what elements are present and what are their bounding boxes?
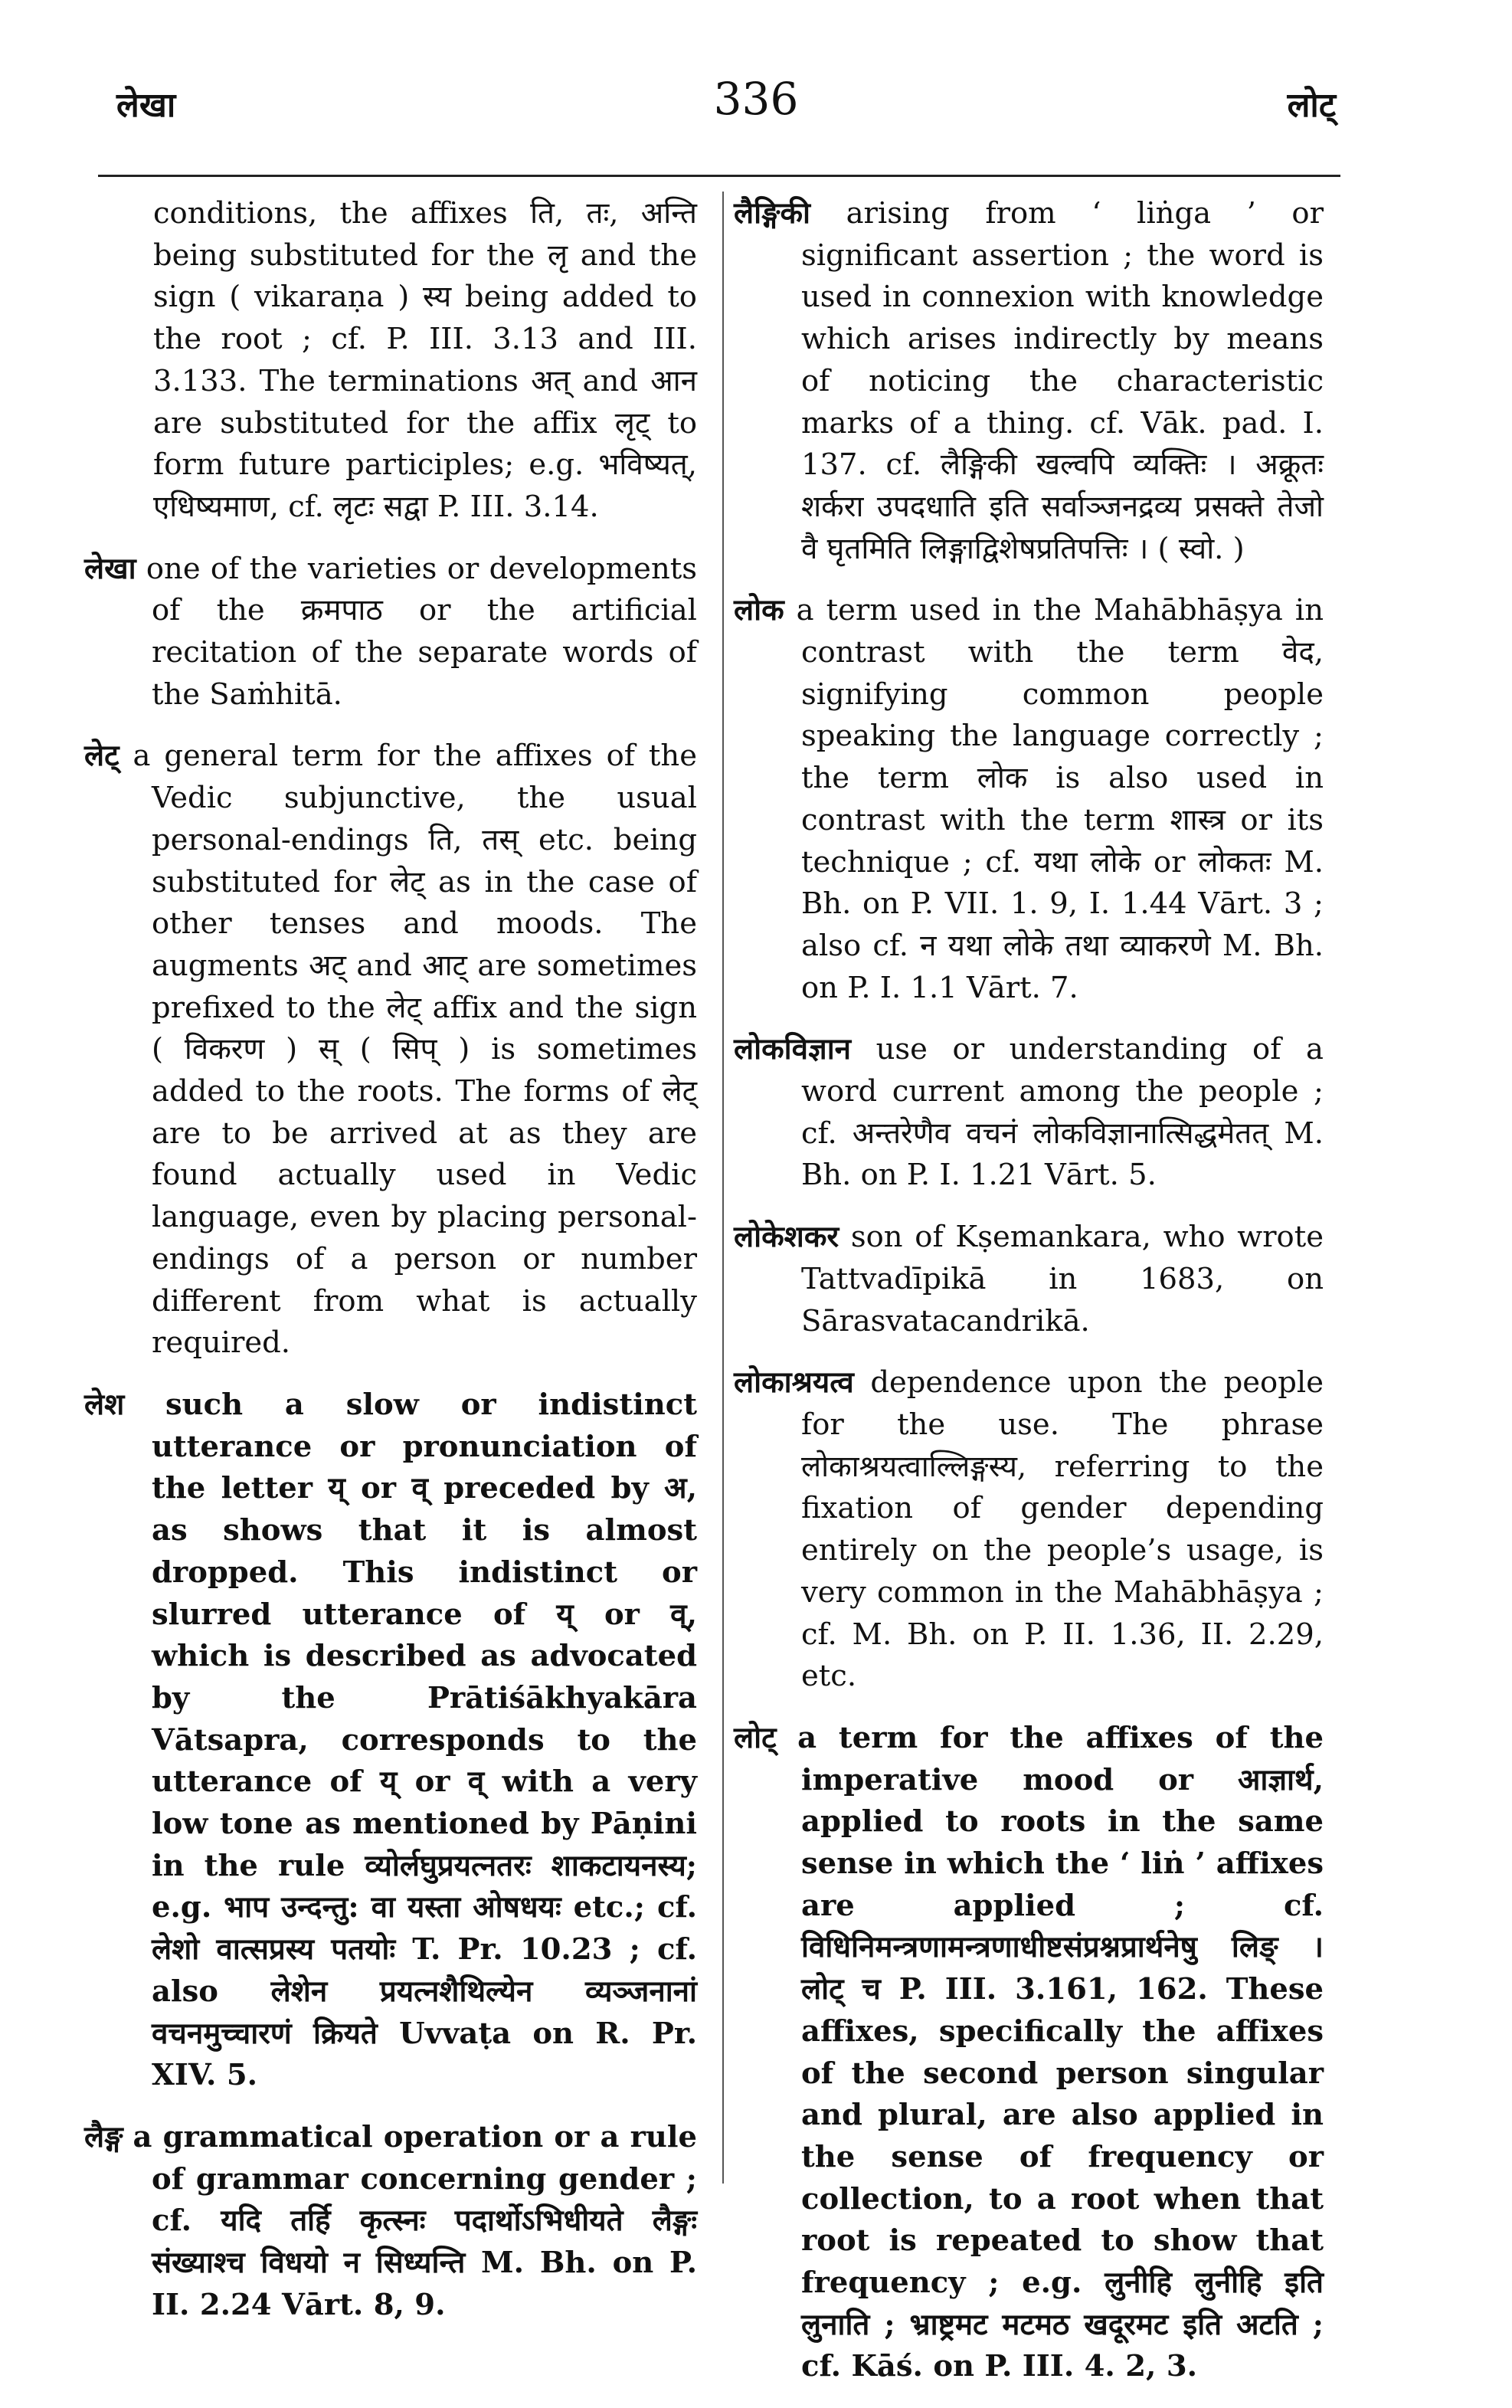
left-column	[84, 193, 697, 2346]
entry-headword: लोकाश्रयत्व	[734, 1365, 854, 1401]
right-column	[734, 193, 1324, 2408]
entry-text: son of Kṣemankara, who wrote Tattvadīpikā in 1683, on Sārasvatacandrikā.	[801, 1220, 1324, 1338]
dictionary-entry	[734, 193, 1324, 570]
entry-text: arising from ‘ liṅga ’ or significant assertion ; the word is used in connexion with knowledge which arises indirectly by means of noticing the characteristic marks of a thing. cf. Vāk. pad. I. 137. cf. लैङ्गिकी खल्वपि व्यक्तिः । अक्रूतः शर्करा उपदधाति इति सर्वाञ्जनद्रव्य प्रसक्ते तेजो वै घृतमिति लिङ्गाद्विशेषप्रतिपत्तिः । ( स्वो. )	[801, 196, 1324, 566]
entry-headword: लेट्	[84, 739, 119, 774]
entry-headword: लैङ्ग	[84, 2119, 123, 2154]
dictionary-entry	[734, 590, 1324, 1009]
entry-headword: लोकेशकर	[734, 1220, 839, 1255]
header-right-headword: लोट्	[1287, 86, 1336, 125]
page-number: 336	[713, 73, 799, 125]
entry-headword: लेखा	[84, 551, 136, 586]
entry-headword: लोकविज्ञान	[734, 1032, 852, 1067]
entry-continuation	[84, 193, 697, 529]
entry-text: a general term for the affixes of the Vedic subjunctive, the usual personal-endings ति, तस् etc. being substituted for लेट् as in the case of other tenses and moods. The augments अट् and आट् are sometimes prefixed to the लेट् affix and the sign ( विकरण ) स् ( सिप् ) is sometimes added to the roots. The forms of लेट् are to be arrived at as they are found actually used in Vedic language, even by placing personal-endings of a person or number different from what is actually required.	[133, 739, 697, 1361]
dictionary-entry	[84, 549, 697, 716]
entry-text: dependence upon the people for the use. The phrase लोकाश्रयत्वाल्लिङ्गस्य, referring to the fixation of gender depending entirely on the people’s usage, is very common in the Mahābhāṣya ; cf. M. Bh. on P. II. 1.36, II. 2.29, etc.	[801, 1365, 1324, 1694]
header-rule	[98, 175, 1340, 177]
entry-headword: लोक	[734, 593, 784, 628]
dictionary-entry	[84, 736, 697, 1365]
dictionary-entry	[84, 1384, 697, 2097]
entry-text: a term for the affixes of the imperative mood or आज्ञार्थ, applied to roots in the same sense in which the ‘ liṅ ’ affixes are applied ; cf. विधिनिमन्त्रणामन्त्रणाधीष्टसंप्रश्नप्रार्थनेषु लिङ् । लोट् च P. III. 3.161, 162. These affixes, specifically the affixes of the second person singular and plural, are also applied in the sense of frequency or collection, to a root when that root is repeated to show that frequency ; e.g. लुनीहि लुनीहि इति लुनाति ; भ्राष्ट्रमट मटमठ खदूरमट इति अटति ; cf. Kāś. on P. III. 4. 2, 3.	[797, 1720, 1324, 2384]
header-left-headword: लेखा	[116, 86, 176, 125]
dictionary-entry	[734, 1362, 1324, 1698]
dictionary-entry	[734, 1217, 1324, 1342]
entry-text: conditions, the affixes ति, तः, अन्ति being substituted for the लृ and the sign ( vikaraṇa ) स्य being added to the root ; cf. P. III. 3.13 and III. 3.133. The terminations अत् and आन are substituted for the affix लृट् to form future participles; e.g. भविष्यत्, एधिष्यमाण, cf. लृटः सद्वा P. III. 3.14.	[153, 196, 697, 524]
dictionary-entry	[84, 2117, 697, 2327]
column-divider	[722, 192, 724, 2184]
dictionary-entry	[734, 1029, 1324, 1197]
entry-text: a grammatical operation or a rule of grammar concerning gender ; cf. यदि तर्हि कृत्स्नः पदार्थोऽभिधीयते लैङ्गः संख्याश्च विधयो न सिध्यन्ति M. Bh. on P. II. 2.24 Vārt. 8, 9.	[133, 2119, 697, 2322]
entry-text: such a slow or indistinct utterance or pronunciation of the letter य् or व् preceded by अ, as shows that it is almost dropped. This indistinct or slurred utterance of य् or व्, which is described as advocated by the Prātiśākhyakāra Vātsapra, corresponds to the utterance of य् or व् with a very low tone as mentioned by Pāṇini in the rule व्योर्लघुप्रयत्नतरः शाकटायनस्य; e.g. भाप उन्दन्तु: वा यस्ता ओषधयः etc.; cf. लेशो वात्सप्रस्य पतयोः T. Pr. 10.23 ; cf. also लेशेन प्रयत्नशैथिल्येन व्यञ्जनानां वचनमुच्चारणं क्रियते Uvvaṭa on R. Pr. XIV. 5.	[152, 1387, 697, 2093]
entry-text: use or understanding of a word current among the people ; cf. अन्तरेणैव वचनं लोकविज्ञानात्सिद्धमेतत् M. Bh. on P. I. 1.21 Vārt. 5.	[801, 1032, 1324, 1193]
entry-headword: लेश	[84, 1387, 125, 1422]
entry-headword: लोट्	[734, 1720, 777, 1755]
entry-text: a term used in the Mahābhāṣya in contrast with the term वेद, signifying common people speaking the language correctly ; the term लोक is also used in contrast with the term शास्त्र or its technique ; cf. यथा लोके or लोकतः M. Bh. on P. VII. 1. 9, I. 1.44 Vārt. 3 ; also cf. न यथा लोके तथा व्याकरणे M. Bh. on P. I. 1.1 Vārt. 7.	[796, 593, 1324, 1005]
dictionary-entry	[734, 1718, 1324, 2388]
page-header	[0, 73, 1512, 142]
entry-headword: लैङ्गिकी	[734, 196, 810, 231]
entry-text: one of the varieties or developments of the क्रमपाठ or the artificial recitation of the separate words of the Saṁhitā.	[146, 551, 697, 712]
